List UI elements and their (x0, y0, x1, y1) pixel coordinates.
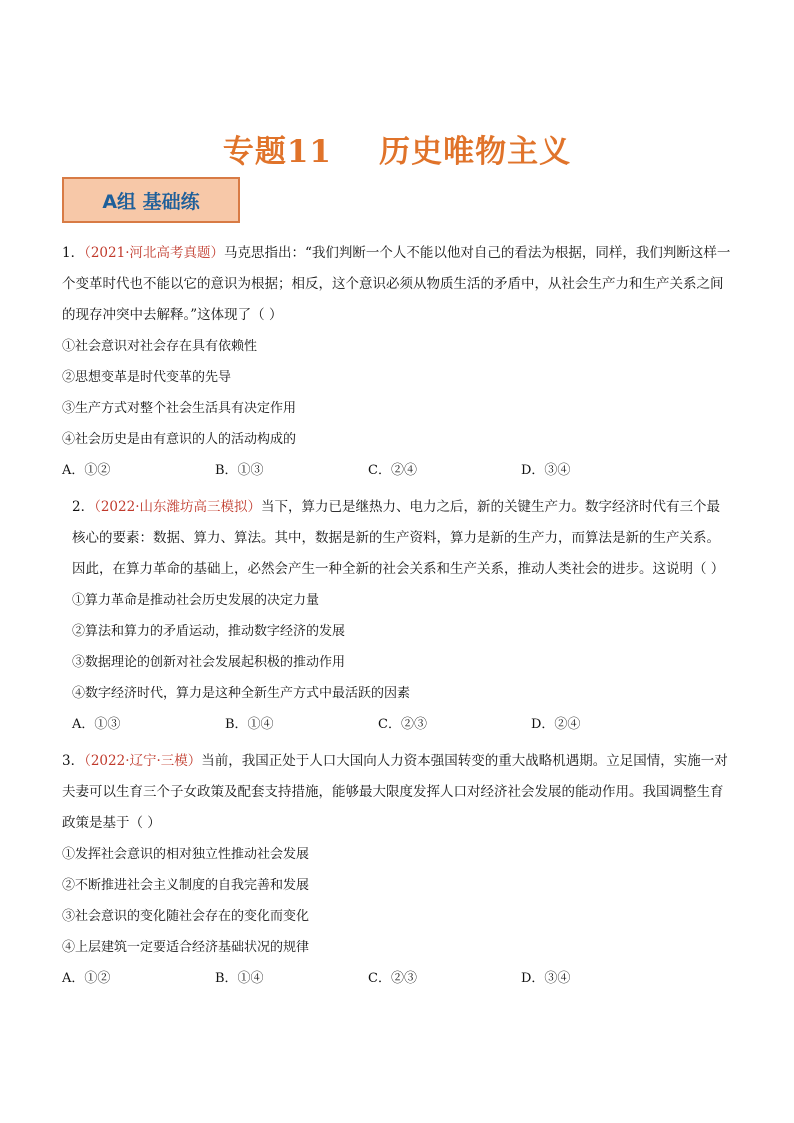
question-1 (62, 238, 732, 486)
statement-option: ④数字经济时代，算力是这种全新生产方式中最活跃的因素 (72, 686, 411, 701)
group-label-box (62, 177, 240, 223)
choice-c: C．②③ (368, 971, 417, 986)
statement-option: ②思想变革是时代变革的先导 (62, 370, 232, 385)
statement-option: ①发挥社会意识的相对独立性推动社会发展 (62, 847, 310, 862)
question-source: （2022·山东潍坊高三模拟） (94, 499, 261, 515)
statement-option: ③数据理论的创新对社会发展起积极的推动作用 (72, 655, 346, 670)
statement-option: ④社会历史是由有意识的人的活动构成的 (62, 432, 297, 447)
answer-choices (62, 963, 732, 994)
question-number: 3． (62, 753, 85, 769)
question-source: （2021·河北高考真题） (84, 245, 224, 261)
group-label: A组 基础练 (102, 190, 200, 213)
choice-a: A．①② (62, 463, 111, 478)
choice-c: C．②③ (378, 717, 427, 732)
question-stem (62, 746, 732, 839)
choice-c: C．②④ (368, 463, 417, 478)
question-3 (62, 746, 732, 994)
question-text: 当下，算力已是继热力、电力之后，新的关键生产力。数字经济时代有三个最核心的要素：数据、算力、算法。其中，数据是新的生产资料，算力是新的生产力，而算法是新的生产关系。因此，在算力革命的基础上，必然会产生一种全新的社会关系和生产关系，推动人类社会的进步。这说明（ ） (72, 499, 725, 577)
choice-b: B．①④ (215, 971, 264, 986)
question-2 (62, 492, 732, 740)
question-stem (72, 492, 732, 585)
page-title: 专题11 历史唯物主义 (222, 134, 572, 170)
choice-b: B．①④ (225, 717, 274, 732)
statement-option: ②算法和算力的矛盾运动，推动数字经济的发展 (72, 624, 346, 639)
statement-option: ②不断推进社会主义制度的自我完善和发展 (62, 878, 310, 893)
statement-option: ③社会意识的变化随社会存在的变化而变化 (62, 909, 310, 924)
statement-option: ③生产方式对整个社会生活具有决定作用 (62, 401, 297, 416)
question-list (62, 238, 732, 1000)
statement-option: ①算力革命是推动社会历史发展的决定力量 (72, 593, 320, 608)
answer-choices (62, 455, 732, 486)
question-stem (62, 238, 732, 331)
question-text: 当前，我国正处于人口大国向人力资本强国转变的重大战略机遇期。立足国情，实施一对夫妻可以生育三个子女政策及配套支持措施，能够最大限度发挥人口对经济社会发展的能动作用。我国调整生育政策是基于（ ） (62, 753, 728, 831)
choice-a: A．①② (62, 971, 111, 986)
choice-d: D．③④ (521, 971, 571, 986)
answer-choices (72, 709, 732, 740)
choice-b: B．①③ (215, 463, 264, 478)
choice-d: D．③④ (521, 463, 571, 478)
question-number: 1． (62, 245, 85, 261)
statement-option: ④上层建筑一定要适合经济基础状况的规律 (62, 940, 310, 955)
choice-d: D．②④ (531, 717, 581, 732)
question-number: 2． (72, 499, 95, 515)
question-text: 马克思指出：“我们判断一个人不能以他对自己的看法为根据，同样，我们判断这样一个变革时代也不能以它的意识为根据；相反，这个意识必须从物质生活的矛盾中，从社会生产力和生产关系之间的现存冲突中去解释。”这体现了（ ） (62, 245, 731, 323)
choice-a: A．①③ (72, 717, 121, 732)
question-source: （2022·辽宁·三模） (84, 753, 202, 769)
statement-option: ①社会意识对社会存在具有依赖性 (62, 339, 258, 354)
